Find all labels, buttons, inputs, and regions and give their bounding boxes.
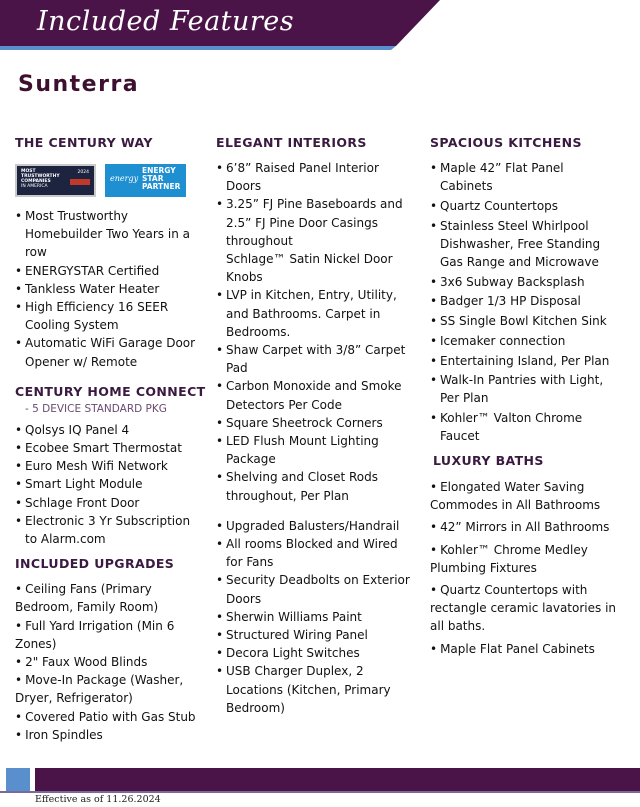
list-item: • LED Flush Mount Lighting Package bbox=[216, 432, 412, 468]
energy-star-badge bbox=[105, 164, 186, 197]
list-item: • High Efficiency 16 SEER Cooling System bbox=[15, 298, 205, 334]
list-item: • Kohler™ Chrome Medley Plumbing Fixtures bbox=[430, 541, 620, 577]
trustworthy-badge bbox=[15, 164, 96, 197]
list-item: • Tankless Water Heater bbox=[15, 280, 205, 298]
list-item: • Shelving and Closet Rods throughout, Per Plan bbox=[216, 468, 412, 504]
footer-divider bbox=[0, 791, 640, 793]
badge-text: PARTNER bbox=[142, 182, 181, 192]
badge-logo bbox=[70, 179, 90, 185]
kitchens-list bbox=[430, 159, 620, 446]
badge-text: TRUSTWORTHY bbox=[21, 174, 60, 179]
list-item: • SS Single Bowl Kitchen Sink bbox=[430, 312, 620, 330]
section-heading-upgrades: INCLUDED UPGRADES bbox=[15, 556, 175, 572]
list-item: • Automatic WiFi Garage Door Opener w/ Remote bbox=[15, 334, 205, 370]
column-left bbox=[15, 134, 205, 744]
section-heading-home-connect: CENTURY HOME CONNECT bbox=[15, 383, 206, 399]
interiors-list-b bbox=[216, 517, 412, 717]
baths-list bbox=[430, 478, 620, 658]
list-item: • Walk-In Pantries with Light, Per Plan bbox=[430, 371, 620, 407]
interiors-list-a bbox=[216, 159, 412, 505]
section-heading-interiors: ELEGANT INTERIORS bbox=[216, 135, 367, 150]
list-item: • Full Yard Irrigation (Min 6 Zones) bbox=[15, 617, 205, 653]
list-item: • 3.25” FJ Pine Baseboards and 2.5” FJ Pine Door Casings throughout bbox=[216, 195, 412, 250]
list-item: • Move-In Package (Washer, Dryer, Refrigerator) bbox=[15, 671, 205, 707]
badge-row bbox=[15, 164, 205, 197]
list-item: • 2" Faux Wood Blinds bbox=[15, 653, 205, 671]
brand-name: Sunterra bbox=[18, 72, 140, 97]
list-item: • Schlage Front Door bbox=[15, 494, 205, 512]
list-item: • Icemaker connection bbox=[430, 332, 620, 350]
list-item: • Sherwin Williams Paint bbox=[216, 608, 412, 626]
list-item: • Entertaining Island, Per Plan bbox=[430, 352, 620, 370]
list-item: • Ecobee Smart Thermostat bbox=[15, 439, 205, 457]
list-item: • Kohler™ Valton Chrome Faucet bbox=[430, 409, 620, 445]
list-item: • Quartz Countertops with rectangle ceramic lavatories in all baths. bbox=[430, 581, 620, 636]
footer-bar bbox=[35, 768, 640, 791]
list-item: • Carbon Monoxide and Smoke Detectors Per Code bbox=[216, 377, 412, 413]
list-item: • Maple Flat Panel Cabinets bbox=[430, 640, 620, 658]
list-item: • Maple 42” Flat Panel Cabinets bbox=[430, 159, 620, 195]
list-item: • Elongated Water Saving Commodes in All Bathrooms bbox=[430, 478, 620, 514]
list-item: • Square Sheetrock Corners bbox=[216, 414, 412, 432]
home-connect-list bbox=[15, 421, 205, 548]
list-item: • Structured Wiring Panel bbox=[216, 626, 412, 644]
list-item: • Stainless Steel Whirlpool Dishwasher, Free Standing Gas Range and Microwave bbox=[430, 217, 620, 272]
list-item: • Quartz Countertops bbox=[430, 197, 620, 215]
badge-text: STAR bbox=[142, 174, 164, 184]
section-heading-century-way: THE CENTURY WAY bbox=[15, 135, 153, 150]
section-heading-baths: LUXURY BATHS bbox=[433, 453, 544, 469]
column-right bbox=[430, 134, 620, 662]
section-heading-kitchens: SPACIOUS KITCHENS bbox=[430, 135, 582, 150]
badge-text: IN AMERICA bbox=[21, 184, 48, 189]
upgrades-list bbox=[15, 580, 205, 744]
page-title: Included Features bbox=[37, 6, 295, 37]
list-item: • Badger 1/3 HP Disposal bbox=[430, 292, 620, 310]
century-way-list bbox=[15, 207, 205, 371]
list-item: • Iron Spindles bbox=[15, 726, 205, 744]
list-item: • Qolsys IQ Panel 4 bbox=[15, 421, 205, 439]
column-middle bbox=[216, 134, 412, 717]
list-item: • 6’8” Raised Panel Interior Doors bbox=[216, 159, 412, 195]
list-item: • Euro Mesh Wifi Network bbox=[15, 457, 205, 475]
list-item: • Upgraded Balusters/Handrail bbox=[216, 517, 412, 535]
list-item: • Smart Light Module bbox=[15, 475, 205, 493]
list-item: • Shaw Carpet with 3/8” Carpet Pad bbox=[216, 341, 412, 377]
list-item-continuation: Schlage™ Satin Nickel Door Knobs bbox=[226, 252, 393, 285]
footer-accent-square bbox=[6, 768, 30, 791]
list-item: • LVP in Kitchen, Entry, Utility, and Bathrooms. Carpet in Bedrooms. bbox=[216, 286, 412, 341]
badge-text: ENERGY bbox=[142, 166, 176, 175]
list-item: • Most Trustworthy Homebuilder Two Years in a row bbox=[15, 207, 205, 262]
list-item: • Decora Light Switches bbox=[216, 644, 412, 662]
list-item: • Ceiling Fans (Primary Bedroom, Family Room) bbox=[15, 580, 205, 616]
list-item: • All rooms Blocked and Wired for Fans bbox=[216, 535, 412, 571]
list-item: • 42” Mirrors in All Bathrooms bbox=[430, 518, 620, 536]
effective-date: Effective as of 11.26.2024 bbox=[35, 794, 161, 805]
list-item: • Electronic 3 Yr Subscription to Alarm.com bbox=[15, 512, 205, 548]
badge-text: MOST bbox=[21, 169, 36, 174]
energy-star-text bbox=[142, 167, 180, 192]
list-item: • ENERGYSTAR Certified bbox=[15, 262, 205, 280]
list-item: • Covered Patio with Gas Stub bbox=[15, 708, 205, 726]
energy-star-icon: energy bbox=[110, 174, 139, 183]
list-item: • Security Deadbolts on Exterior Doors bbox=[216, 571, 412, 607]
badge-text: COMPANIES bbox=[21, 179, 51, 184]
list-item: • USB Charger Duplex, 2 Locations (Kitchen, Primary Bedroom) bbox=[216, 662, 412, 717]
badge-year: 2024 bbox=[77, 170, 89, 175]
section-subheading: - 5 DEVICE STANDARD PKG bbox=[25, 402, 167, 415]
list-item: • 3x6 Subway Backsplash bbox=[430, 273, 620, 291]
